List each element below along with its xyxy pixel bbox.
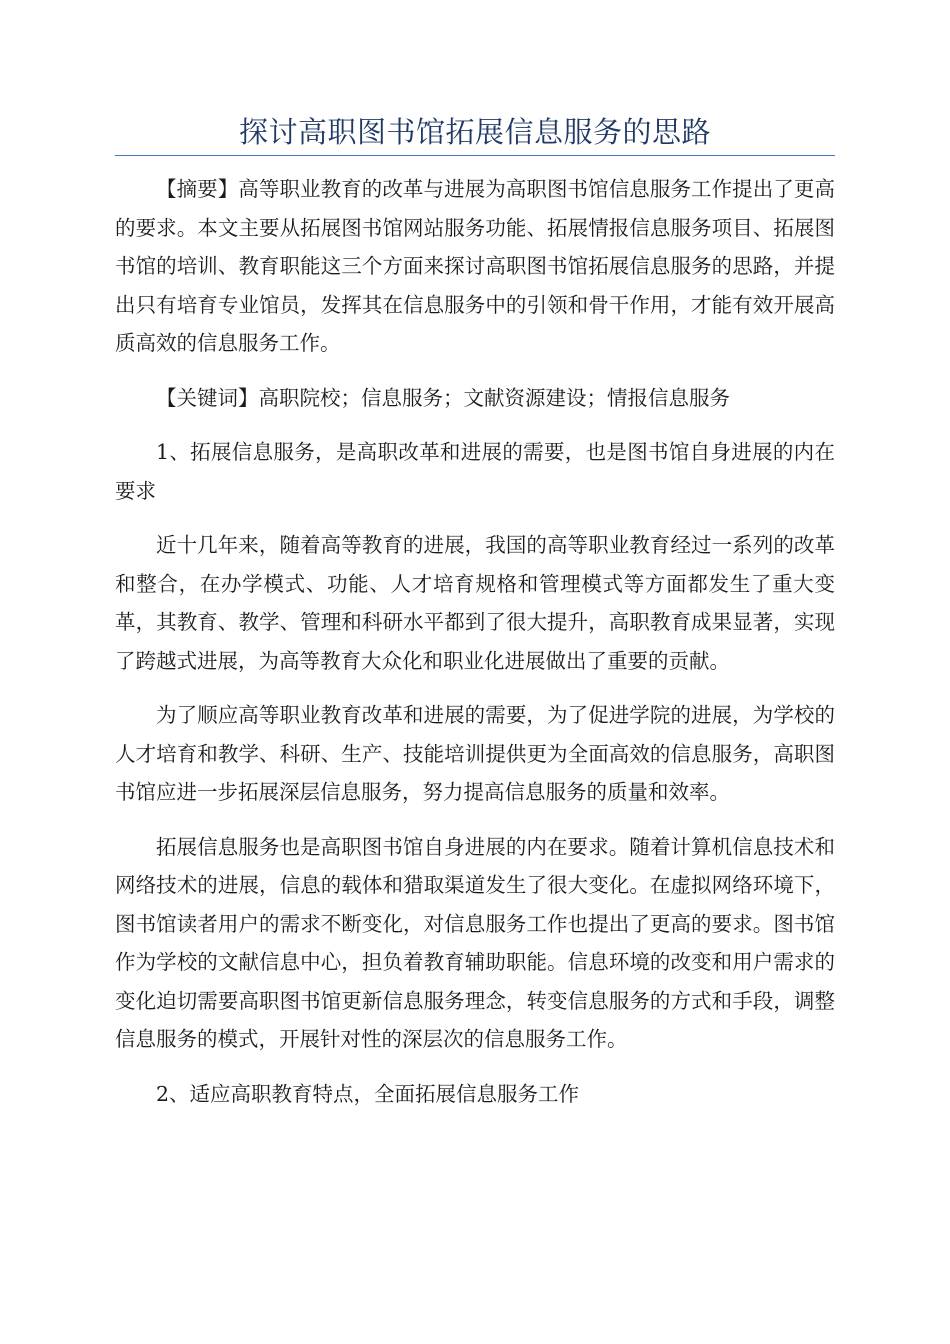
title-block bbox=[115, 112, 835, 156]
body-paragraph: 为了顺应高等职业教育改革和进展的需要，为了促进学院的进展，为学校的人才培育和教学、科研、生产、技能培训提供更为全面高效的信息服务，高职图书馆应进一步拓展深层信息服务，努力提高信息服务的质量和效率。 bbox=[115, 703, 835, 804]
keywords-paragraph: 【关键词】高职院校；信息服务；文献资源建设；情报信息服务 bbox=[156, 385, 730, 410]
body-paragraph: 近十几年来，随着高等教育的进展，我国的高等职业教育经过一系列的改革和整合，在办学模式、功能、人才培育规格和管理模式等方面都发生了重大变革，其教育、教学、管理和科研水平都到了很大提升，高职教育成果显著，实现了跨越式进展，为高等教育大众化和职业化进展做出了重要的贡献。 bbox=[115, 533, 835, 673]
abstract-paragraph: 【摘要】高等职业教育的改革与进展为高职图书馆信息服务工作提出了更高的要求。本文主要从拓展图书馆网站服务功能、拓展情报信息服务项目、拓展图书馆的培训、教育职能这三个方面来探讨高职图书馆拓展信息服务的思路，并提出只有培育专业馆员，发挥其在信息服务中的引领和骨干作用，才能有效开展高质高效的信息服务工作。 bbox=[115, 177, 835, 355]
body-paragraph: 拓展信息服务也是高职图书馆自身进展的内在要求。随着计算机信息技术和网络技术的进展，信息的载体和猎取渠道发生了很大变化。在虚拟网络环境下，图书馆读者用户的需求不断变化，对信息服务工作也提出了更高的要求。图书馆作为学校的文献信息中心，担负着教育辅助职能。信息环境的改变和用户需求的变化迫切需要高职图书馆更新信息服务理念，转变信息服务的方式和手段，调整信息服务的模式，开展针对性的深层次的信息服务工作。 bbox=[115, 834, 835, 1051]
section-heading-2: 2、适应高职教育特点，全面拓展信息服务工作 bbox=[156, 1081, 580, 1106]
section-heading-1: 1、拓展信息服务，是高职改革和进展的需要，也是图书馆自身进展的内在要求 bbox=[115, 440, 835, 503]
document-body bbox=[115, 170, 835, 1129]
document-title: 探讨高职图书馆拓展信息服务的思路 bbox=[238, 115, 711, 149]
title-underline bbox=[115, 155, 835, 156]
